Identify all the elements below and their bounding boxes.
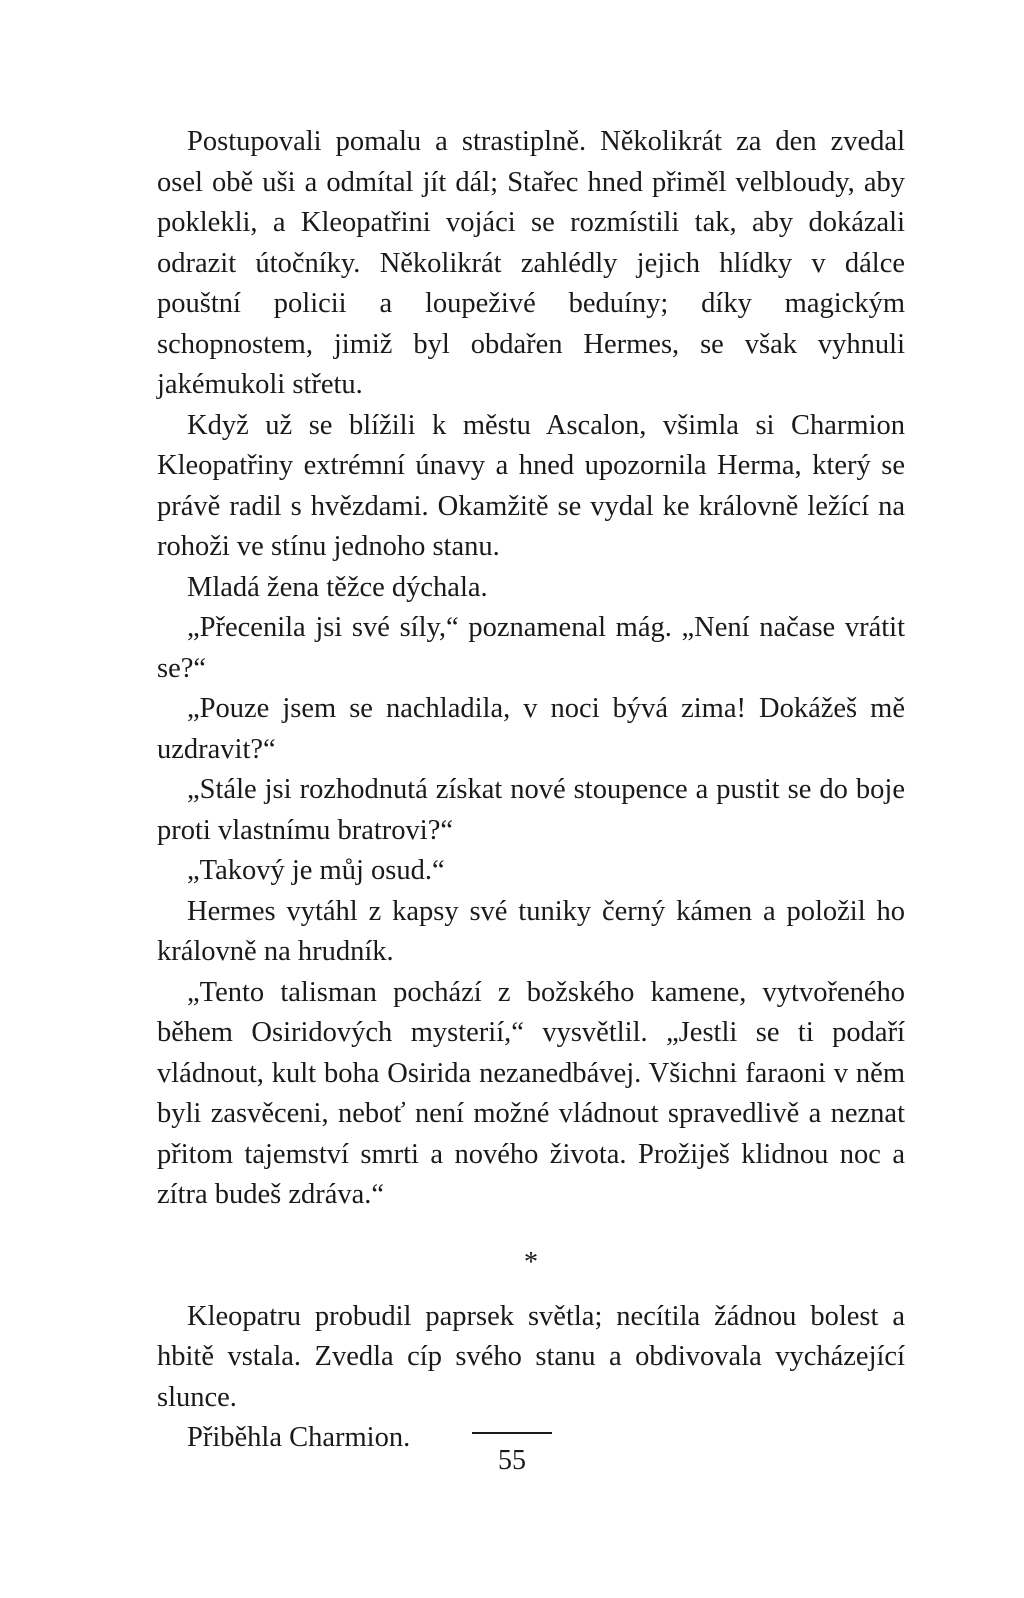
paragraph: „Tento talisman pochází z božského kamene, vytvořeného během Osiridových mysterií,“ vysvětlil. „Jestli se ti podaří vládnout, kult boha Osirida nezanedbávej. Všichni faraoni v něm byli zasvěceni, neboť není možné vládnout spravedlivě a neznat přitom tajemství smrti a nového života. Prožiješ klidnou noc a zítra budeš zdráva.“: [157, 976, 905, 1210]
section-separator: [157, 1216, 905, 1297]
paragraph: Kleopatru probudil paprsek světla; necítila žádnou bolest a hbitě vstala. Zvedla cíp svého stanu a obdivovala vycházející slunce.: [157, 1300, 905, 1413]
paragraph: Přiběhla Charmion.: [187, 1422, 411, 1453]
paragraph: Hermes vytáhl z kapsy své tuniky černý kámen a položil ho královně na hrudník.: [157, 895, 905, 967]
footer-rule: [472, 1432, 552, 1434]
asterisk-separator: *: [523, 1246, 539, 1278]
paragraph: „Takový je můj osud.“: [187, 855, 445, 886]
paragraph: Když už se blížili k městu Ascalon, všimla si Charmion Kleopatřiny extrémní únavy a hned upozornila Herma, který se právě radil s hvězdami. Okamžitě se vydal ke královně ležící na rohoži ve stínu jednoho stanu.: [157, 409, 905, 562]
page-number: 55: [498, 1445, 526, 1476]
page-footer: [0, 1432, 1024, 1478]
main-text: [157, 122, 905, 1459]
paragraph: Postupovali pomalu a strastiplně. Několikrát za den zvedal osel obě uši a odmítal jít dál; Stařec hned přiměl velbloudy, aby poklekli, a Kleopatřini vojáci se rozmístili tak, aby dokázali odrazit útočníky. Několikrát zahlédly jejich hlídky v dálce pouštní policii a loupeživé beduíny; díky magickým schopnostem, jimiž byl obdařen Hermes, se však vyhnuli jakémukoli střetu.: [157, 126, 905, 400]
paragraph: Mladá žena těžce dýchala.: [187, 571, 488, 603]
paragraph: „Pouze jsem se nachladila, v noci bývá zima! Dokážeš mě uzdravit?“: [157, 693, 905, 765]
paragraph: „Stále jsi rozhodnutá získat nové stoupence a pustit se do boje proti vlastnímu bratrovi?“: [157, 774, 905, 846]
paragraph: „Přecenila jsi své síly,“ poznamenal mág. „Není načase vrátit se?“: [157, 612, 905, 684]
